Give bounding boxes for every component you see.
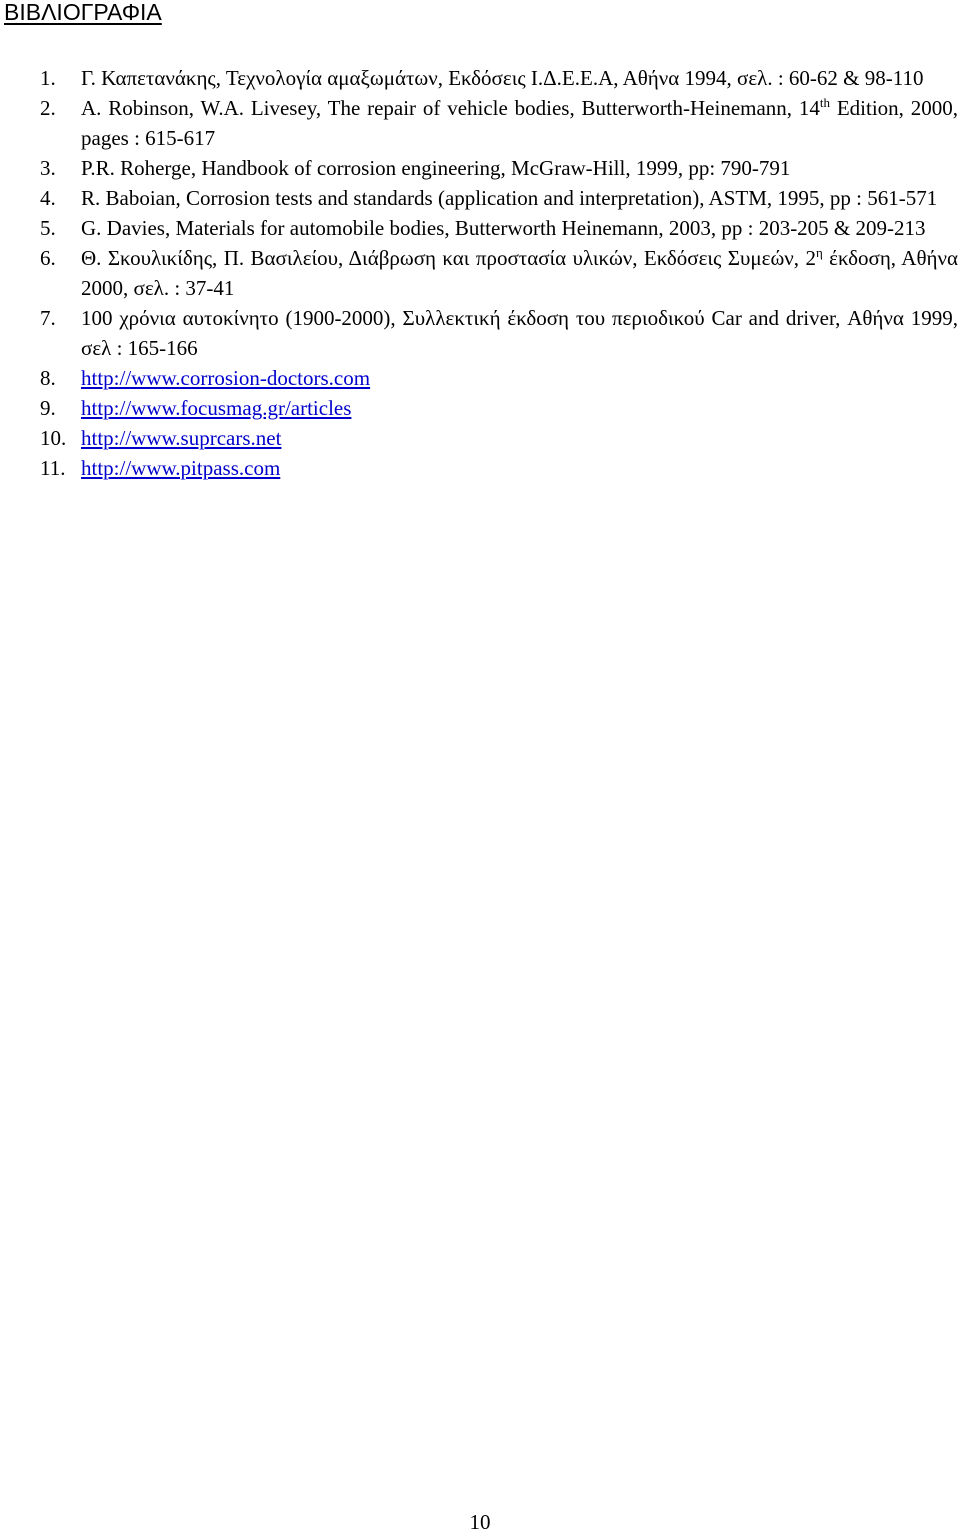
reference-text xyxy=(81,243,958,303)
superscript: η xyxy=(815,245,823,260)
reference-number: 11. xyxy=(40,456,66,480)
reference-item xyxy=(40,213,958,243)
reference-text-part: Edition, 2000, pages : 615-617 xyxy=(81,96,958,150)
reference-number: 9. xyxy=(40,396,56,420)
reference-text xyxy=(81,213,958,243)
reference-number: 6. xyxy=(40,246,56,270)
reference-item xyxy=(40,363,958,393)
reference-item xyxy=(40,453,958,483)
reference-text xyxy=(81,153,958,183)
reference-item xyxy=(40,303,958,363)
reference-item xyxy=(40,243,958,303)
reference-number: 10. xyxy=(40,426,67,450)
reference-text-part: Γ. Καπετανάκης, Τεχνολογία αμαξωμάτων, Εκδόσεις Ι.Δ.Ε.Ε.Α, Αθήνα 1994, σελ. : 60-62 & 98-110 xyxy=(81,66,924,90)
reference-link[interactable]: http://www.focusmag.gr/articles xyxy=(81,396,352,420)
reference-text xyxy=(81,393,958,423)
reference-text-part: έκδοση, Αθήνα 2000, σελ. : 37-41 xyxy=(81,246,959,300)
reference-item xyxy=(40,93,958,153)
reference-text-part: Θ. Σκουλικίδης, Π. Βασιλείου, Διάβρωση και προστασία υλικών, Εκδόσεις Συμεών, 2 xyxy=(81,246,816,270)
reference-text-part: R. Baboian, Corrosion tests and standards (application and interpretation), ASTM, 1995, pp : 561-571 xyxy=(81,186,938,210)
page-number: 10 xyxy=(469,1510,491,1534)
reference-number: 1. xyxy=(40,66,56,90)
reference-text xyxy=(81,183,958,213)
reference-item xyxy=(40,153,958,183)
reference-number: 5. xyxy=(40,216,56,240)
reference-number: 8. xyxy=(40,366,56,390)
superscript: th xyxy=(819,95,831,110)
reference-item xyxy=(40,183,958,213)
reference-link[interactable]: http://www.pitpass.com xyxy=(81,456,281,480)
reference-text-part: 100 χρόνια αυτοκίνητο (1900-2000), Συλλεκτική έκδοση του περιοδικού Car and driver, Αθήνα 1999, σελ : 165-166 xyxy=(81,306,958,360)
reference-text xyxy=(81,303,958,363)
reference-item xyxy=(40,423,958,453)
reference-text xyxy=(81,453,958,483)
reference-item xyxy=(40,63,958,93)
reference-number: 3. xyxy=(40,156,56,180)
reference-text xyxy=(81,423,958,453)
reference-link[interactable]: http://www.suprcars.net xyxy=(81,426,282,450)
reference-text xyxy=(81,63,958,93)
reference-text-part: P.R. Roherge, Handbook of corrosion engineering, McGraw-Hill, 1999, pp: 790-791 xyxy=(81,156,791,180)
reference-text-part: G. Davies, Materials for automobile bodies, Butterworth Heinemann, 2003, pp : 203-205 & 209-213 xyxy=(81,216,926,240)
reference-number: 2. xyxy=(40,96,56,120)
reference-item xyxy=(40,393,958,423)
reference-text xyxy=(81,363,958,393)
reference-text-part: A. Robinson, W.A. Livesey, The repair of vehicle bodies, Butterworth-Heinemann, 14 xyxy=(81,96,820,120)
reference-link[interactable]: http://www.corrosion-doctors.com xyxy=(81,366,371,390)
reference-number: 4. xyxy=(40,186,56,210)
page-title: ΒΙΒΛΙΟΓΡΑΦΙΑ xyxy=(4,0,162,25)
reference-list xyxy=(40,63,958,483)
reference-number: 7. xyxy=(40,306,56,330)
reference-text xyxy=(81,93,958,153)
